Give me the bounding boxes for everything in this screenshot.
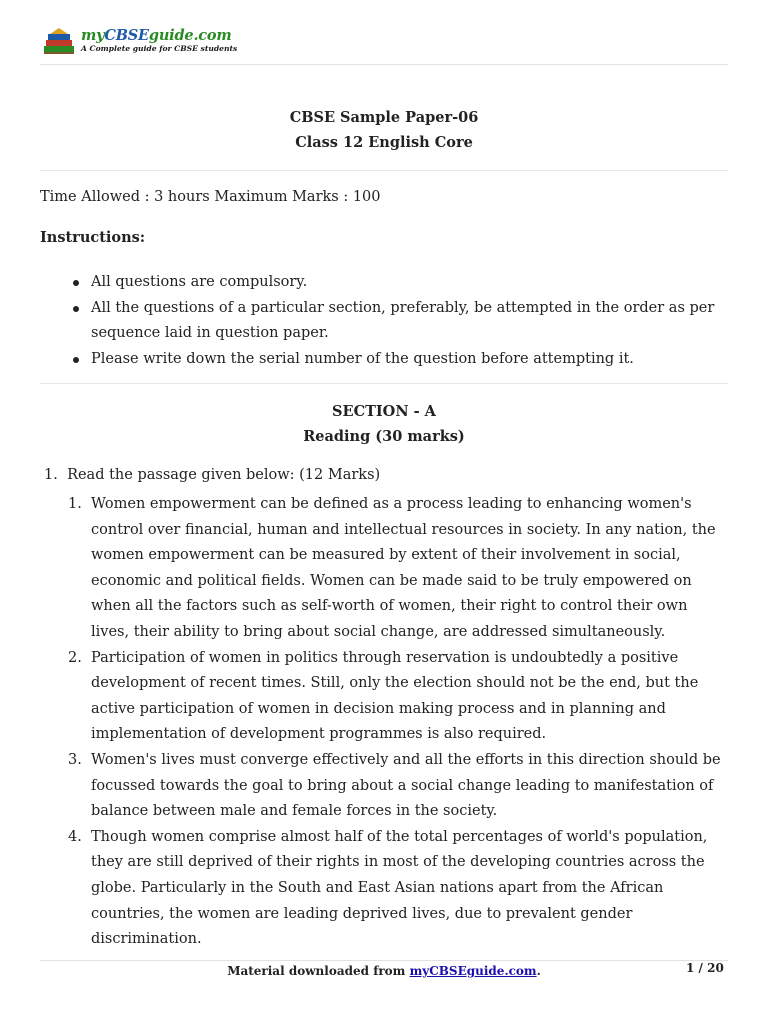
divider [40,170,728,171]
question-1-prompt: 1. Read the passage given below: (12 Marks) [44,467,381,483]
paper-class: Class 12 English Core [295,134,473,151]
page-footer: Material downloaded from myCBSEguide.com. [227,964,541,978]
passage-paragraph: 2. Participation of women in politics through reservation is undoubtedly a positive development of recent times. Still, only the election should not be the end, but the active participation of women in decision making process and in planning and implementation of development programmes is also required. [68,649,699,743]
bullet-icon [73,306,79,312]
section-subtitle: Reading (30 marks) [303,428,465,445]
bullet-icon [73,280,79,286]
books-icon [40,26,78,56]
site-logo[interactable] [40,26,237,56]
passage-paragraphs [40,492,730,953]
instruction-item: All the questions of a particular section, preferably, be attempted in the order as per sequence laid in question paper. [40,296,728,347]
footer-divider [40,960,728,961]
brand-tagline: A Complete guide for CBSE students [81,44,238,54]
footer-site-link[interactable]: myCBSEguide.com [409,964,537,978]
passage-paragraph: 3. Women's lives must converge effectively and all the efforts in this direction should be focussed towards the goal to bring about a social change leading to manifestation of balance between male and female forces in the society. [68,751,721,820]
passage-paragraph: 1. Women empowerment can be defined as a process leading to enhancing women's control over financial, human and intellectual resources in society. In any nation, the women empowerment can be measured by extent of their involvement in social, economic and political fields. Women can be made said to be truly empowered on when all the factors such as self-worth of women, their right to control their own lives, their ability to bring about social change, are addressed simultaneously. [68,496,716,640]
page-number: 1 / 20 [686,961,724,975]
instructions-heading: Instructions: [40,229,146,246]
instruction-item: All questions are compulsory. [40,270,728,296]
page-header [40,24,728,65]
brand-name: myCBSEguide.com [81,26,232,44]
section-title: SECTION - A [332,403,436,420]
bullet-icon [73,357,79,363]
divider [40,383,728,384]
instruction-item: Please write down the serial number of the question before attempting it. [40,347,728,373]
time-marks-line: Time Allowed : 3 hours Maximum Marks : 100 [40,189,381,205]
paper-title: CBSE Sample Paper-06 [289,109,479,126]
passage-paragraph: 4. Though women comprise almost half of the total percentages of world's population, they are still deprived of their rights in most of the developing countries across the globe. Particularly in the South and East Asian nations apart from the African countries, the women are leading deprived lives, due to prevalent gender discrimination. [68,828,708,948]
instructions-list [40,270,728,372]
